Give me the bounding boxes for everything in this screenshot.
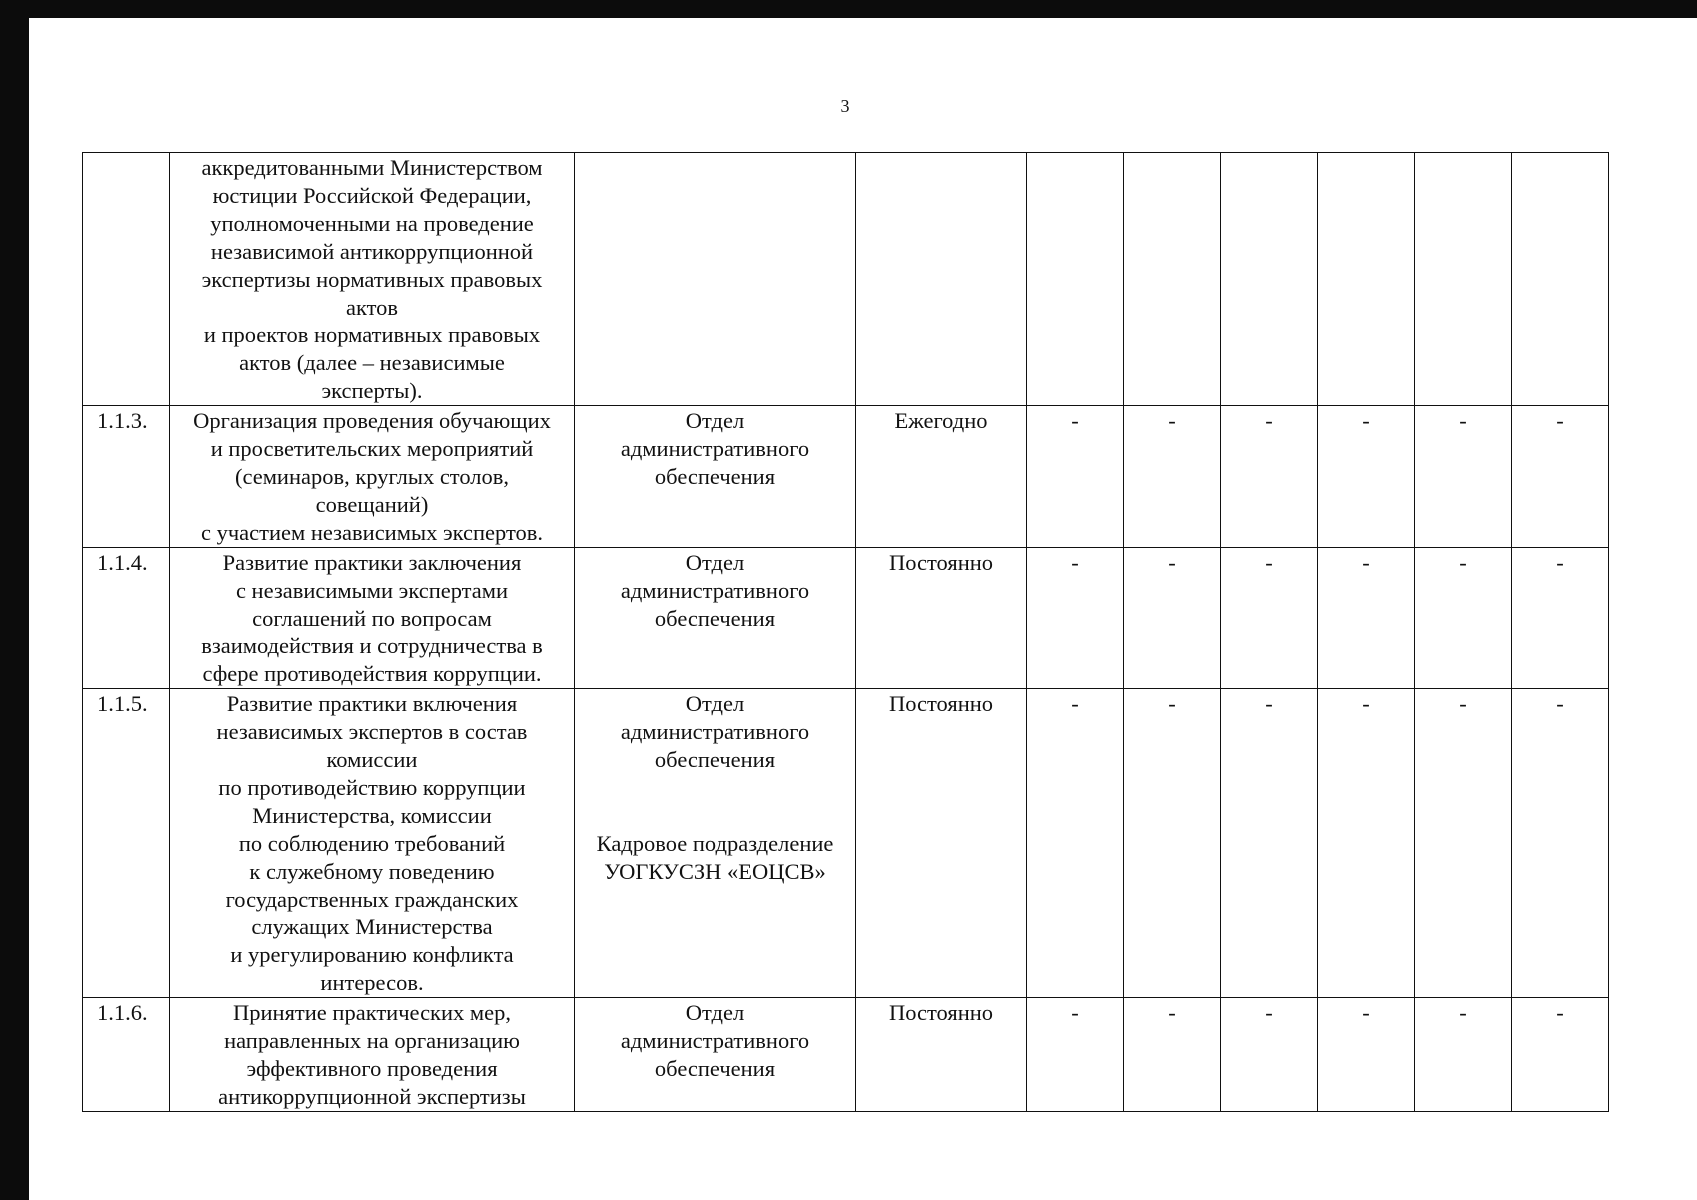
text-line: независимых экспертов в состав	[216, 719, 528, 745]
mark-cell	[1318, 153, 1415, 406]
mark-cell	[1124, 153, 1221, 406]
mark-cell	[1512, 153, 1609, 406]
mark-cell: -	[1221, 547, 1318, 689]
measure-name	[170, 998, 575, 1112]
text-line: Отдел	[685, 1000, 745, 1026]
text-line: и урегулированию конфликта	[230, 942, 514, 968]
table-row	[83, 153, 1609, 406]
mark-cell: -	[1124, 547, 1221, 689]
mark-cell: -	[1415, 689, 1512, 998]
row-number: 1.1.4.	[83, 547, 170, 689]
text-line: обеспечения	[654, 605, 776, 631]
text-line: Организация проведения обучающих	[193, 408, 551, 434]
deadline-cell: Постоянно	[856, 689, 1027, 998]
text-line: аккредитованными Министерством	[201, 155, 543, 180]
deadline-cell: Постоянно	[856, 547, 1027, 689]
mark-cell: -	[1221, 406, 1318, 548]
text-line: по соблюдению требований	[238, 830, 506, 856]
responsible-cell	[575, 153, 856, 406]
page-number: 3	[840, 96, 850, 116]
mark-cell: -	[1318, 998, 1415, 1112]
mark-cell: -	[1415, 998, 1512, 1112]
text-line: эффективного проведения	[246, 1056, 498, 1081]
mark-cell: -	[1124, 406, 1221, 548]
text-line: направленных на организацию	[224, 1028, 520, 1054]
text-line: с участием независимых экспертов.	[200, 519, 543, 545]
mark-cell: -	[1512, 689, 1609, 998]
mark-cell: -	[1124, 998, 1221, 1112]
text-line: независимой антикоррупционной	[210, 238, 534, 264]
mark-cell: -	[1027, 689, 1124, 998]
deadline-cell: Постоянно	[856, 998, 1027, 1112]
responsible-cell	[575, 406, 856, 548]
text-line: Министерства, комиссии	[252, 802, 492, 828]
text-line: сфере противодействия коррупции.	[202, 661, 542, 687]
mark-cell: -	[1027, 547, 1124, 689]
mark-cell	[1221, 153, 1318, 406]
text-line: обеспечения	[654, 747, 776, 773]
table-row	[83, 689, 1609, 998]
table-row	[83, 547, 1609, 689]
table-row	[83, 406, 1609, 548]
text-line: интересов.	[320, 970, 424, 996]
text-line: юстиции Российской Федерации,	[212, 182, 532, 208]
mark-cell: -	[1512, 998, 1609, 1112]
mark-cell: -	[1512, 547, 1609, 689]
text-line: по противодействию коррупции	[218, 774, 526, 800]
mark-cell: -	[1512, 406, 1609, 548]
text-line: обеспечения	[654, 1056, 776, 1081]
mark-cell: -	[1124, 689, 1221, 998]
mark-cell: -	[1027, 998, 1124, 1112]
measure-name	[170, 153, 575, 406]
measure-name	[170, 406, 575, 548]
text-line: взаимодействия и сотрудничества в	[201, 633, 543, 659]
row-number: 1.1.3.	[83, 406, 170, 548]
mark-cell	[1027, 153, 1124, 406]
text-line: административного	[620, 577, 810, 603]
mark-cell: -	[1221, 689, 1318, 998]
text-line: административного	[620, 1028, 810, 1054]
text-line: УОГКУСЗН «ЕОЦСВ»	[604, 858, 826, 884]
mark-cell	[1415, 153, 1512, 406]
text-line: к служебному поведению	[249, 858, 495, 884]
mark-cell: -	[1318, 689, 1415, 998]
text-line: Кадровое подразделение	[596, 830, 834, 856]
spacer	[579, 802, 851, 830]
row-number: 1.1.5.	[83, 689, 170, 998]
mark-cell: -	[1318, 547, 1415, 689]
text-line: Развитие практики включения	[226, 691, 518, 717]
text-line: экспертизы нормативных правовых	[201, 266, 543, 292]
mark-cell: -	[1027, 406, 1124, 548]
text-line: Принятие практических мер,	[233, 1000, 511, 1026]
measure-name	[170, 547, 575, 689]
deadline-cell: Ежегодно	[856, 406, 1027, 548]
table-row	[83, 998, 1609, 1112]
scan-border-left	[0, 0, 29, 1200]
text-line: и просветительских мероприятий	[210, 436, 534, 462]
text-line: административного	[620, 436, 810, 462]
mark-cell: -	[1318, 406, 1415, 548]
text-line: актов (далее – независимые	[239, 350, 505, 376]
text-line: с независимыми экспертами	[235, 577, 509, 603]
mark-cell: -	[1415, 406, 1512, 548]
row-number: 1.1.6.	[83, 998, 170, 1112]
mark-cell: -	[1221, 998, 1318, 1112]
row-number	[83, 153, 170, 406]
text-line: уполномоченными на проведение	[210, 210, 534, 236]
text-line: административного	[620, 719, 810, 745]
spacer	[579, 774, 851, 802]
text-line: совещаний)	[315, 491, 429, 517]
responsible-cell	[575, 689, 856, 998]
text-line: Отдел	[685, 691, 745, 717]
measures-table	[82, 152, 1609, 1112]
text-line: обеспечения	[654, 463, 776, 489]
scan-border-notch	[29, 186, 34, 198]
mark-cell: -	[1415, 547, 1512, 689]
text-line: (семинаров, круглых столов,	[234, 463, 510, 489]
responsible-cell	[575, 547, 856, 689]
responsible-cell	[575, 998, 856, 1112]
text-line: актов	[345, 294, 399, 320]
text-line: эксперты).	[321, 378, 423, 404]
text-line: служащих Министерства	[251, 914, 493, 940]
text-line: Развитие практики заключения	[222, 549, 522, 575]
text-line: и проектов нормативных правовых	[203, 322, 541, 348]
measure-name	[170, 689, 575, 998]
text-line: антикоррупционной экспертизы	[218, 1083, 526, 1109]
scan-border-top	[0, 0, 1697, 18]
text-line: Отдел	[685, 408, 745, 434]
text-line: государственных гражданских	[225, 886, 519, 912]
text-line: Отдел	[685, 549, 745, 575]
text-line: комиссии	[326, 747, 418, 773]
deadline-cell	[856, 153, 1027, 406]
text-line: соглашений по вопросам	[252, 605, 492, 631]
